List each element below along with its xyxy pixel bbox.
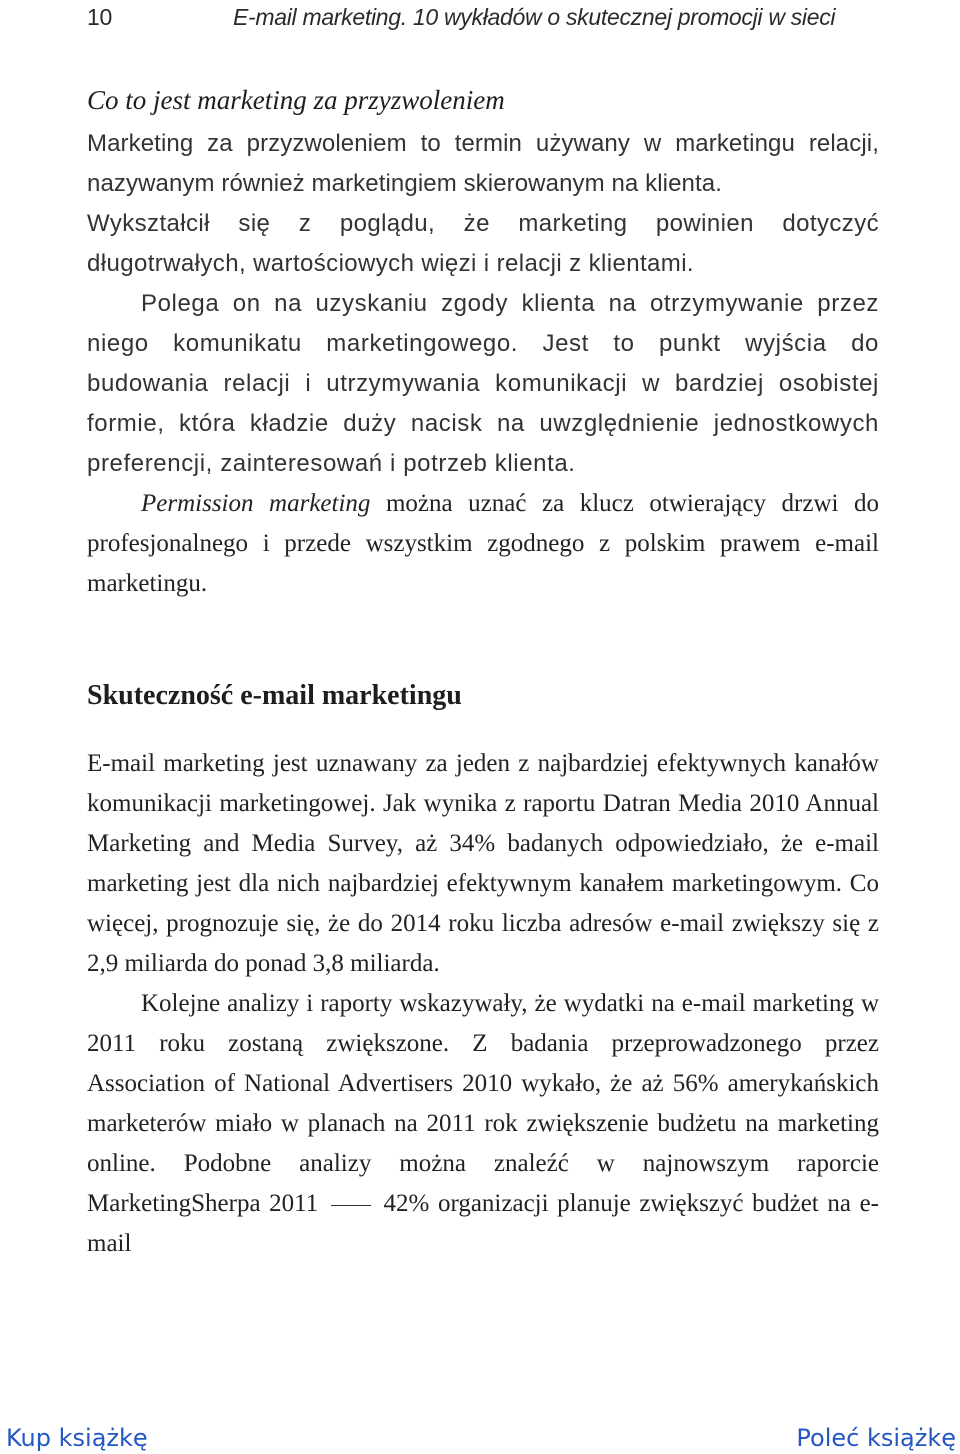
paragraph	[87, 984, 879, 1264]
running-title: E-mail marketing. 10 wykładów o skutecznej promocji w sieci	[233, 4, 836, 30]
emphasis-term: Permission marketing	[141, 490, 371, 517]
paragraph: Marketing za przyzwoleniem to termin używany w marketingu relacji, nazywanym również marketingiem skierowanym na klienta.	[87, 130, 879, 197]
paragraph: Wykształcił się z poglądu, że marketing powinien dotyczyć długotrwałych, wartościowych więzi i relacji z klientami.	[87, 210, 879, 277]
page-content	[87, 80, 879, 1264]
paragraph: E-mail marketing jest uznawany za jeden z najbardziej efektywnych kanałów komunikacji marketingowej. Jak wynika z raportu Datran Media 2010 Annual Marketing and Media Survey, aż 34% badanych odpowiedziało, że e-mail marketing jest dla nich najbardziej efektywnym kanałem marketingowym. Co więcej, prognozuje się, że do 2014 roku liczba adresów e-mail zwiększy się z 2,9 miliarda do ponad 3,8 miliarda.	[87, 750, 879, 977]
section-title: Skuteczność e-mail marketingu	[87, 680, 462, 711]
recommend-book-link[interactable]: Poleć książkę	[796, 1424, 956, 1452]
subsection-title: Co to jest marketing za przyzwoleniem	[87, 85, 505, 115]
running-header	[87, 4, 920, 31]
paragraph-text: Kolejne analizy i raporty wskazywały, że wydatki na e-mail marketing w 2011 roku zostaną zwiększone. Z badania przeprowadzonego przez Association of National Advertisers 2010 wykało, że aż 56% amerykańskich marketerów miało w planach na 2011 rok zwiększenie budżetu na marketing online. Podobne analizy można znaleźć w najnowszym raporcie MarketingSherpa 2011	[87, 990, 879, 1217]
page-number: 10	[87, 4, 112, 30]
paragraph-text: 42% organizacji planuje zwiększyć budżet na e-mail	[87, 1190, 880, 1257]
paragraph: Polega on na uzyskaniu zgody klienta na otrzymywanie przez niego komunikatu marketingowego. Jest to punkt wyjścia do budowania relacji i utrzymywania komunikacji w bardziej osobistej formie, która kładzie duży nacisk na uwzględnienie jednostkowych preferencji, zainteresowań i potrzeb klienta.	[87, 290, 879, 477]
em-dash	[331, 1205, 371, 1206]
paragraph	[87, 484, 879, 604]
paragraph-text: można uznać za klucz otwierający drzwi do profesjonalnego i przede wszystkim zgodnego z polskim prawem e-mail marketingu.	[87, 490, 880, 597]
footer	[0, 1416, 960, 1452]
buy-book-link[interactable]: Kup książkę	[6, 1424, 148, 1452]
